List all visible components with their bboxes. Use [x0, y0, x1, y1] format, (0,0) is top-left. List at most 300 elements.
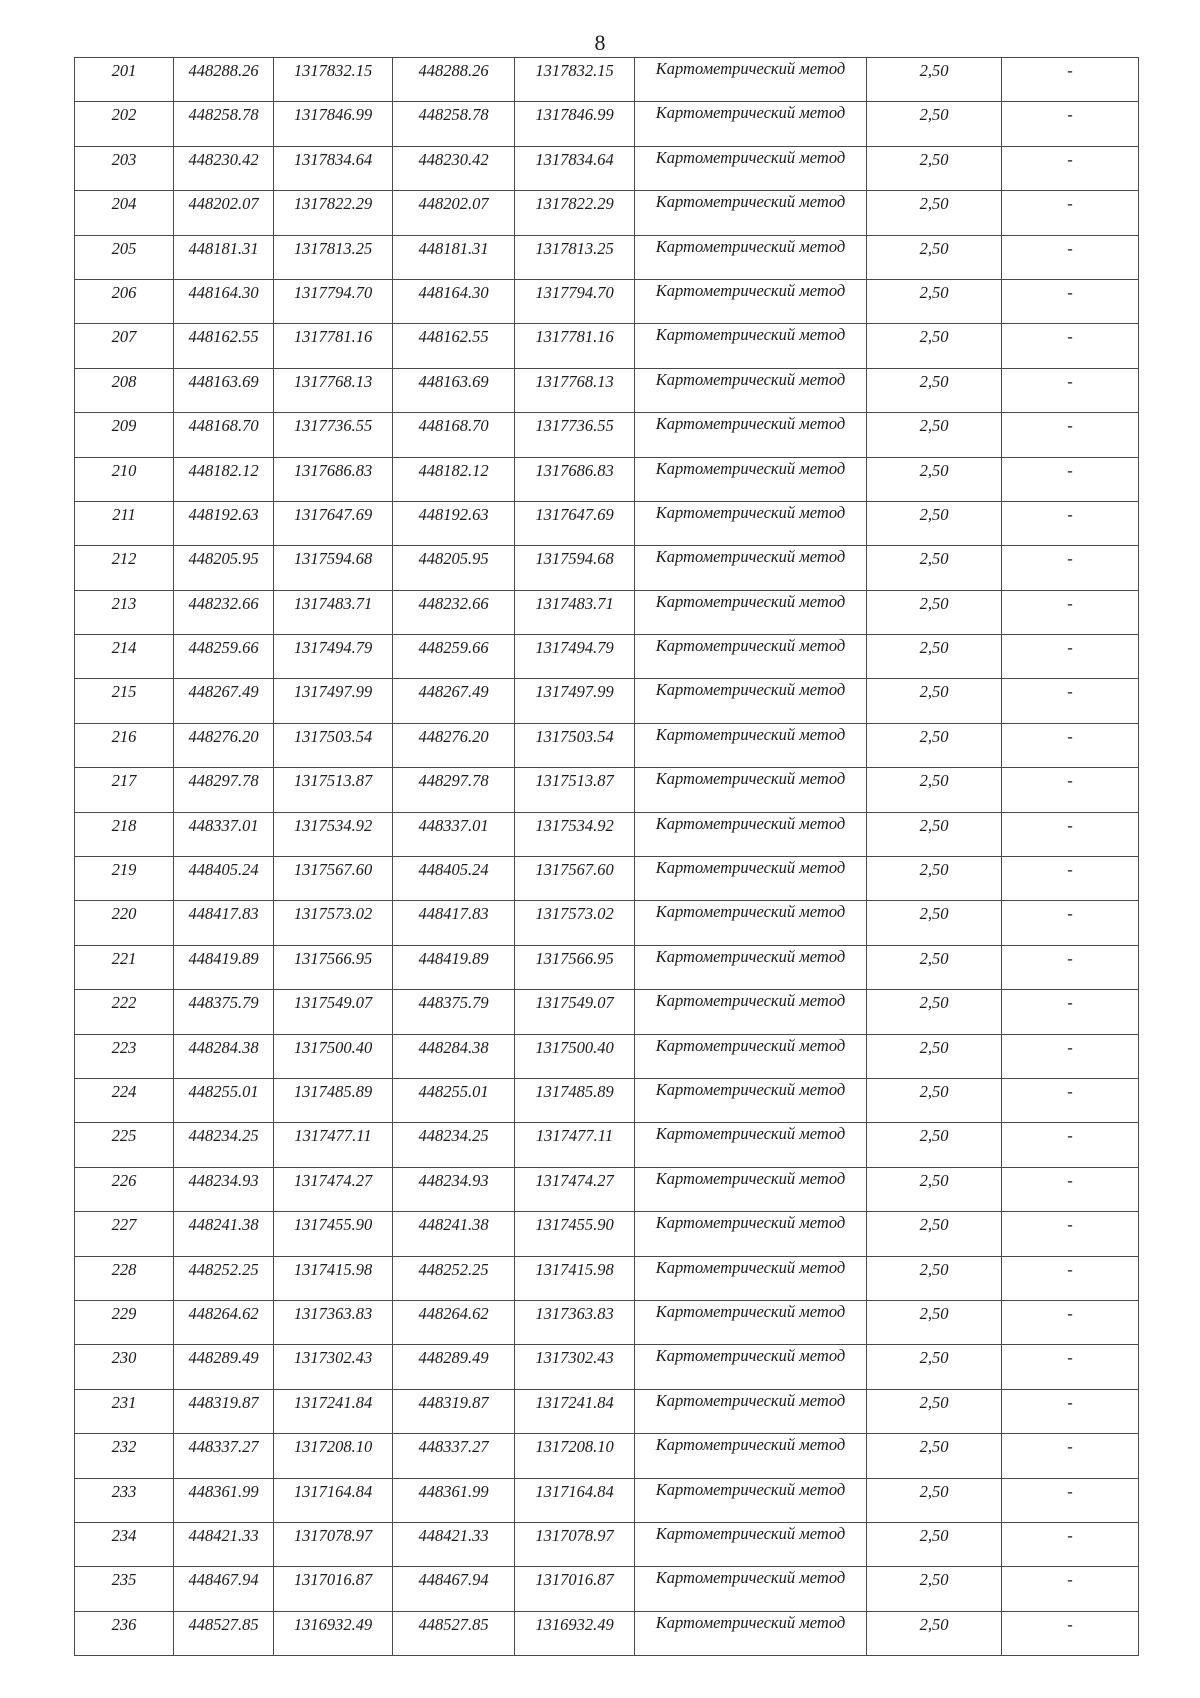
cell-text: 229: [111, 1303, 137, 1323]
cell-text: 1317573.02: [293, 904, 373, 924]
x-new-cell: [393, 590, 515, 634]
cell-text: 2,50: [919, 549, 949, 569]
cell-text: 448181.31: [418, 238, 489, 258]
y-old-cell: [274, 1123, 393, 1167]
table-row: [75, 990, 1139, 1034]
cell-text: Картометрический метод: [655, 1168, 846, 1188]
cell-text: 1317164.84: [535, 1481, 614, 1501]
y-old-cell: [274, 324, 393, 368]
y-old-cell: [274, 679, 393, 723]
accuracy-cell: [867, 679, 1002, 723]
cell-text: Картометрический метод: [655, 1612, 846, 1632]
y-old-cell: [274, 635, 393, 679]
accuracy-cell: [867, 279, 1002, 323]
x-old-cell: [174, 990, 274, 1034]
cell-text: Картометрический метод: [655, 1257, 846, 1277]
cell-text: 2,50: [919, 416, 949, 436]
cell-text: -: [1067, 1392, 1073, 1412]
description-cell: [1002, 413, 1139, 457]
description-cell: [1002, 1167, 1139, 1211]
y-old-cell: [274, 945, 393, 989]
cell-text: 2,50: [919, 993, 949, 1013]
y-new-cell: [515, 191, 635, 235]
x-new-cell: [393, 857, 515, 901]
accuracy-cell: [867, 368, 1002, 412]
accuracy-cell: [867, 723, 1002, 767]
x-old-cell: [174, 368, 274, 412]
point-number-cell: [75, 1123, 174, 1167]
accuracy-cell: [867, 857, 1002, 901]
cell-text: Картометрический метод: [655, 858, 846, 878]
description-cell: [1002, 1567, 1139, 1611]
cell-text: 448419.89: [418, 948, 489, 968]
cell-text: 1317822.29: [293, 194, 373, 214]
method-cell: [635, 102, 867, 146]
cell-text: 1317813.25: [535, 238, 614, 258]
cell-text: 2,50: [919, 1081, 949, 1101]
accuracy-cell: [867, 102, 1002, 146]
cell-text: 448234.93: [188, 1170, 259, 1190]
cell-text: -: [1067, 815, 1073, 835]
cell-text: 1317016.87: [535, 1570, 614, 1590]
cell-text: -: [1067, 771, 1073, 791]
accuracy-cell: [867, 812, 1002, 856]
cell-text: Картометрический метод: [655, 1568, 846, 1588]
cell-text: 2,50: [919, 504, 949, 524]
y-new-cell: [515, 279, 635, 323]
cell-text: -: [1067, 149, 1073, 169]
cell-text: -: [1067, 1303, 1073, 1323]
point-number-cell: [75, 1478, 174, 1522]
accuracy-cell: [867, 768, 1002, 812]
cell-text: 448182.12: [418, 460, 489, 480]
cell-text: 221: [111, 948, 137, 968]
x-new-cell: [393, 279, 515, 323]
cell-text: Картометрический метод: [655, 769, 846, 789]
method-cell: [635, 1078, 867, 1122]
x-new-cell: [393, 1212, 515, 1256]
table-row: [75, 1434, 1139, 1478]
point-number-cell: [75, 1256, 174, 1300]
point-number-cell: [75, 1434, 174, 1478]
point-number-cell: [75, 1078, 174, 1122]
cell-text: -: [1067, 1081, 1073, 1101]
y-old-cell: [274, 546, 393, 590]
cell-text: -: [1067, 1481, 1073, 1501]
cell-text: 201: [111, 61, 137, 80]
description-cell: [1002, 279, 1139, 323]
x-old-cell: [174, 679, 274, 723]
cell-text: -: [1067, 1215, 1073, 1235]
cell-text: 202: [111, 105, 137, 125]
cell-text: 448252.25: [188, 1259, 259, 1279]
method-cell: [635, 1389, 867, 1433]
table-row: [75, 1212, 1139, 1256]
accuracy-cell: [867, 501, 1002, 545]
accuracy-cell: [867, 635, 1002, 679]
table-row: [75, 546, 1139, 590]
cell-text: 448419.89: [188, 948, 259, 968]
cell-text: 1317834.64: [535, 149, 614, 169]
cell-text: Картометрический метод: [655, 636, 846, 656]
x-new-cell: [393, 1434, 515, 1478]
x-new-cell: [393, 191, 515, 235]
x-old-cell: [174, 723, 274, 767]
cell-text: 448289.49: [418, 1348, 489, 1368]
table-row: [75, 1167, 1139, 1211]
cell-text: 2,50: [919, 860, 949, 880]
table-row: [75, 1034, 1139, 1078]
cell-text: -: [1067, 1259, 1073, 1279]
cell-text: Картометрический метод: [655, 1035, 846, 1055]
cell-text: 206: [111, 282, 137, 302]
cell-text: 448182.12: [188, 460, 259, 480]
description-cell: [1002, 901, 1139, 945]
cell-text: 2,50: [919, 149, 949, 169]
cell-text: 1317513.87: [535, 771, 614, 791]
table-row: [75, 501, 1139, 545]
cell-text: -: [1067, 1570, 1073, 1590]
cell-text: 1317768.13: [535, 371, 614, 391]
x-new-cell: [393, 635, 515, 679]
y-old-cell: [274, 1212, 393, 1256]
y-new-cell: [515, 723, 635, 767]
point-number-cell: [75, 1567, 174, 1611]
x-new-cell: [393, 1345, 515, 1389]
cell-text: 1317208.10: [293, 1437, 373, 1457]
cell-text: -: [1067, 593, 1073, 613]
cell-text: 1317503.54: [535, 726, 614, 746]
method-cell: [635, 1345, 867, 1389]
x-old-cell: [174, 1167, 274, 1211]
cell-text: -: [1067, 1037, 1073, 1057]
table-row: [75, 1567, 1139, 1611]
cell-text: Картометрический метод: [655, 591, 846, 611]
x-new-cell: [393, 1300, 515, 1344]
cell-text: 1317415.98: [535, 1259, 614, 1279]
x-new-cell: [393, 58, 515, 102]
table-row: [75, 1078, 1139, 1122]
point-number-cell: [75, 1300, 174, 1344]
y-old-cell: [274, 146, 393, 190]
accuracy-cell: [867, 1434, 1002, 1478]
cell-text: 448264.62: [188, 1303, 259, 1323]
cell-text: 448337.01: [188, 815, 259, 835]
y-new-cell: [515, 1123, 635, 1167]
y-new-cell: [515, 1567, 635, 1611]
y-old-cell: [274, 812, 393, 856]
table-row: [75, 679, 1139, 723]
cell-text: 1317363.83: [535, 1303, 614, 1323]
table-row: [75, 1522, 1139, 1566]
accuracy-cell: [867, 457, 1002, 501]
cell-text: 448297.78: [188, 771, 259, 791]
cell-text: 2,50: [919, 1037, 949, 1057]
cell-text: Картометрический метод: [655, 1346, 846, 1366]
cell-text: 448164.30: [418, 282, 489, 302]
description-cell: [1002, 235, 1139, 279]
cell-text: 1317497.99: [535, 682, 614, 702]
cell-text: Картометрический метод: [655, 946, 846, 966]
x-old-cell: [174, 857, 274, 901]
cell-text: -: [1067, 238, 1073, 258]
cell-text: 2,50: [919, 1614, 949, 1634]
x-old-cell: [174, 279, 274, 323]
description-cell: [1002, 1611, 1139, 1655]
cell-text: 220: [111, 904, 137, 924]
y-new-cell: [515, 857, 635, 901]
method-cell: [635, 1034, 867, 1078]
x-new-cell: [393, 1389, 515, 1433]
cell-text: 1317455.90: [535, 1215, 614, 1235]
cell-text: -: [1067, 1614, 1073, 1634]
cell-text: 2,50: [919, 904, 949, 924]
method-cell: [635, 679, 867, 723]
table-row: [75, 146, 1139, 190]
x-old-cell: [174, 901, 274, 945]
cell-text: 236: [111, 1614, 137, 1634]
cell-text: -: [1067, 1525, 1073, 1545]
cell-text: 448205.95: [418, 549, 489, 569]
cell-text: 212: [111, 549, 137, 569]
description-cell: [1002, 146, 1139, 190]
cell-text: 1317474.27: [535, 1170, 614, 1190]
y-new-cell: [515, 58, 635, 102]
y-new-cell: [515, 1167, 635, 1211]
y-new-cell: [515, 1478, 635, 1522]
coordinates-table: [74, 57, 1139, 1656]
method-cell: [635, 146, 867, 190]
x-old-cell: [174, 235, 274, 279]
cell-text: 448276.20: [418, 726, 489, 746]
x-old-cell: [174, 1434, 274, 1478]
table-row: [75, 945, 1139, 989]
method-cell: [635, 1434, 867, 1478]
cell-text: -: [1067, 726, 1073, 746]
cell-text: Картометрический метод: [655, 147, 846, 167]
x-new-cell: [393, 901, 515, 945]
cell-text: 224: [111, 1081, 137, 1101]
x-old-cell: [174, 1212, 274, 1256]
cell-text: 2,50: [919, 593, 949, 613]
accuracy-cell: [867, 1034, 1002, 1078]
description-cell: [1002, 102, 1139, 146]
y-old-cell: [274, 590, 393, 634]
cell-text: 213: [111, 593, 137, 613]
cell-text: 448162.55: [418, 327, 489, 347]
cell-text: 448289.49: [188, 1348, 259, 1368]
cell-text: 448163.69: [188, 371, 259, 391]
cell-text: 448337.27: [188, 1437, 259, 1457]
x-old-cell: [174, 768, 274, 812]
x-new-cell: [393, 1167, 515, 1211]
x-new-cell: [393, 1478, 515, 1522]
cell-text: 2,50: [919, 1303, 949, 1323]
cell-text: 214: [111, 638, 137, 658]
accuracy-cell: [867, 901, 1002, 945]
method-cell: [635, 723, 867, 767]
description-cell: [1002, 590, 1139, 634]
point-number-cell: [75, 1034, 174, 1078]
cell-text: Картометрический метод: [655, 1079, 846, 1099]
y-new-cell: [515, 1212, 635, 1256]
y-old-cell: [274, 768, 393, 812]
cell-text: 2,50: [919, 1525, 949, 1545]
cell-text: 2,50: [919, 1348, 949, 1368]
cell-text: 2,50: [919, 371, 949, 391]
x-old-cell: [174, 1300, 274, 1344]
accuracy-cell: [867, 1078, 1002, 1122]
cell-text: 1317483.71: [535, 593, 614, 613]
y-new-cell: [515, 546, 635, 590]
x-old-cell: [174, 1611, 274, 1655]
x-new-cell: [393, 146, 515, 190]
cell-text: 448202.07: [418, 194, 489, 214]
cell-text: 2,50: [919, 460, 949, 480]
cell-text: 2,50: [919, 1259, 949, 1279]
x-old-cell: [174, 1034, 274, 1078]
table-row: [75, 812, 1139, 856]
cell-text: 1317477.11: [294, 1126, 372, 1146]
cell-text: 448192.63: [418, 504, 489, 524]
y-new-cell: [515, 501, 635, 545]
description-cell: [1002, 1345, 1139, 1389]
x-old-cell: [174, 58, 274, 102]
cell-text: 2,50: [919, 61, 949, 80]
method-cell: [635, 235, 867, 279]
description-cell: [1002, 857, 1139, 901]
cell-text: Картометрический метод: [655, 236, 846, 256]
cell-text: 448168.70: [418, 416, 489, 436]
cell-text: 227: [111, 1215, 137, 1235]
accuracy-cell: [867, 1167, 1002, 1211]
cell-text: 448337.27: [418, 1437, 489, 1457]
cell-text: 1317832.15: [535, 61, 614, 80]
description-cell: [1002, 768, 1139, 812]
cell-text: Картометрический метод: [655, 1301, 846, 1321]
table-row: [75, 723, 1139, 767]
cell-text: Картометрический метод: [655, 680, 846, 700]
method-cell: [635, 457, 867, 501]
description-cell: [1002, 457, 1139, 501]
cell-text: 448258.78: [418, 105, 489, 125]
cell-text: -: [1067, 549, 1073, 569]
cell-text: 1317078.97: [535, 1525, 614, 1545]
cell-text: Картометрический метод: [655, 369, 846, 389]
method-cell: [635, 58, 867, 102]
x-new-cell: [393, 324, 515, 368]
table-row: [75, 1389, 1139, 1433]
x-old-cell: [174, 146, 274, 190]
cell-text: 1317302.43: [535, 1348, 614, 1368]
cell-text: 2,50: [919, 1481, 949, 1501]
y-old-cell: [274, 857, 393, 901]
accuracy-cell: [867, 1478, 1002, 1522]
cell-text: Картометрический метод: [655, 991, 846, 1011]
cell-text: Картометрический метод: [655, 813, 846, 833]
accuracy-cell: [867, 324, 1002, 368]
method-cell: [635, 1567, 867, 1611]
point-number-cell: [75, 590, 174, 634]
cell-text: 1317686.83: [293, 460, 373, 480]
cell-text: 448234.93: [418, 1170, 489, 1190]
cell-text: 207: [111, 327, 137, 347]
cell-text: 448337.01: [418, 815, 489, 835]
cell-text: -: [1067, 416, 1073, 436]
method-cell: [635, 857, 867, 901]
cell-text: 448288.26: [188, 61, 259, 80]
cell-text: 2,50: [919, 282, 949, 302]
cell-text: 1317474.27: [293, 1170, 373, 1190]
cell-text: -: [1067, 282, 1073, 302]
cell-text: -: [1067, 1348, 1073, 1368]
y-new-cell: [515, 812, 635, 856]
cell-text: -: [1067, 105, 1073, 125]
cell-text: 1316932.49: [293, 1614, 373, 1634]
accuracy-cell: [867, 1212, 1002, 1256]
point-number-cell: [75, 146, 174, 190]
table-row: [75, 1478, 1139, 1522]
x-old-cell: [174, 812, 274, 856]
x-new-cell: [393, 501, 515, 545]
description-cell: [1002, 1300, 1139, 1344]
cell-text: 1317497.99: [293, 682, 373, 702]
cell-text: 234: [111, 1525, 137, 1545]
cell-text: 1317846.99: [293, 105, 373, 125]
cell-text: 448230.42: [188, 149, 259, 169]
cell-text: 448252.25: [418, 1259, 489, 1279]
x-new-cell: [393, 679, 515, 723]
y-new-cell: [515, 324, 635, 368]
table-row: [75, 235, 1139, 279]
cell-text: 218: [111, 815, 137, 835]
cell-text: 448405.24: [418, 860, 489, 880]
point-number-cell: [75, 723, 174, 767]
x-old-cell: [174, 1345, 274, 1389]
x-new-cell: [393, 812, 515, 856]
table-body: [75, 58, 1139, 1656]
point-number-cell: [75, 457, 174, 501]
point-number-cell: [75, 324, 174, 368]
accuracy-cell: [867, 1123, 1002, 1167]
accuracy-cell: [867, 1611, 1002, 1655]
cell-text: 2,50: [919, 238, 949, 258]
cell-text: 2,50: [919, 327, 949, 347]
cell-text: -: [1067, 948, 1073, 968]
description-cell: [1002, 546, 1139, 590]
point-number-cell: [75, 102, 174, 146]
accuracy-cell: [867, 1345, 1002, 1389]
x-old-cell: [174, 1389, 274, 1433]
accuracy-cell: [867, 413, 1002, 457]
accuracy-cell: [867, 235, 1002, 279]
cell-text: 1317549.07: [293, 993, 373, 1013]
cell-text: 448421.33: [188, 1525, 259, 1545]
cell-text: 1317594.68: [293, 549, 373, 569]
cell-text: 1317822.29: [535, 194, 614, 214]
table-row: [75, 768, 1139, 812]
cell-text: 448467.94: [188, 1570, 259, 1590]
y-new-cell: [515, 457, 635, 501]
cell-text: 448181.31: [188, 238, 259, 258]
x-new-cell: [393, 945, 515, 989]
cell-text: Картометрический метод: [655, 1124, 846, 1144]
x-old-cell: [174, 546, 274, 590]
cell-text: Картометрический метод: [655, 502, 846, 522]
method-cell: [635, 1478, 867, 1522]
cell-text: 1317494.79: [535, 638, 614, 658]
x-new-cell: [393, 990, 515, 1034]
